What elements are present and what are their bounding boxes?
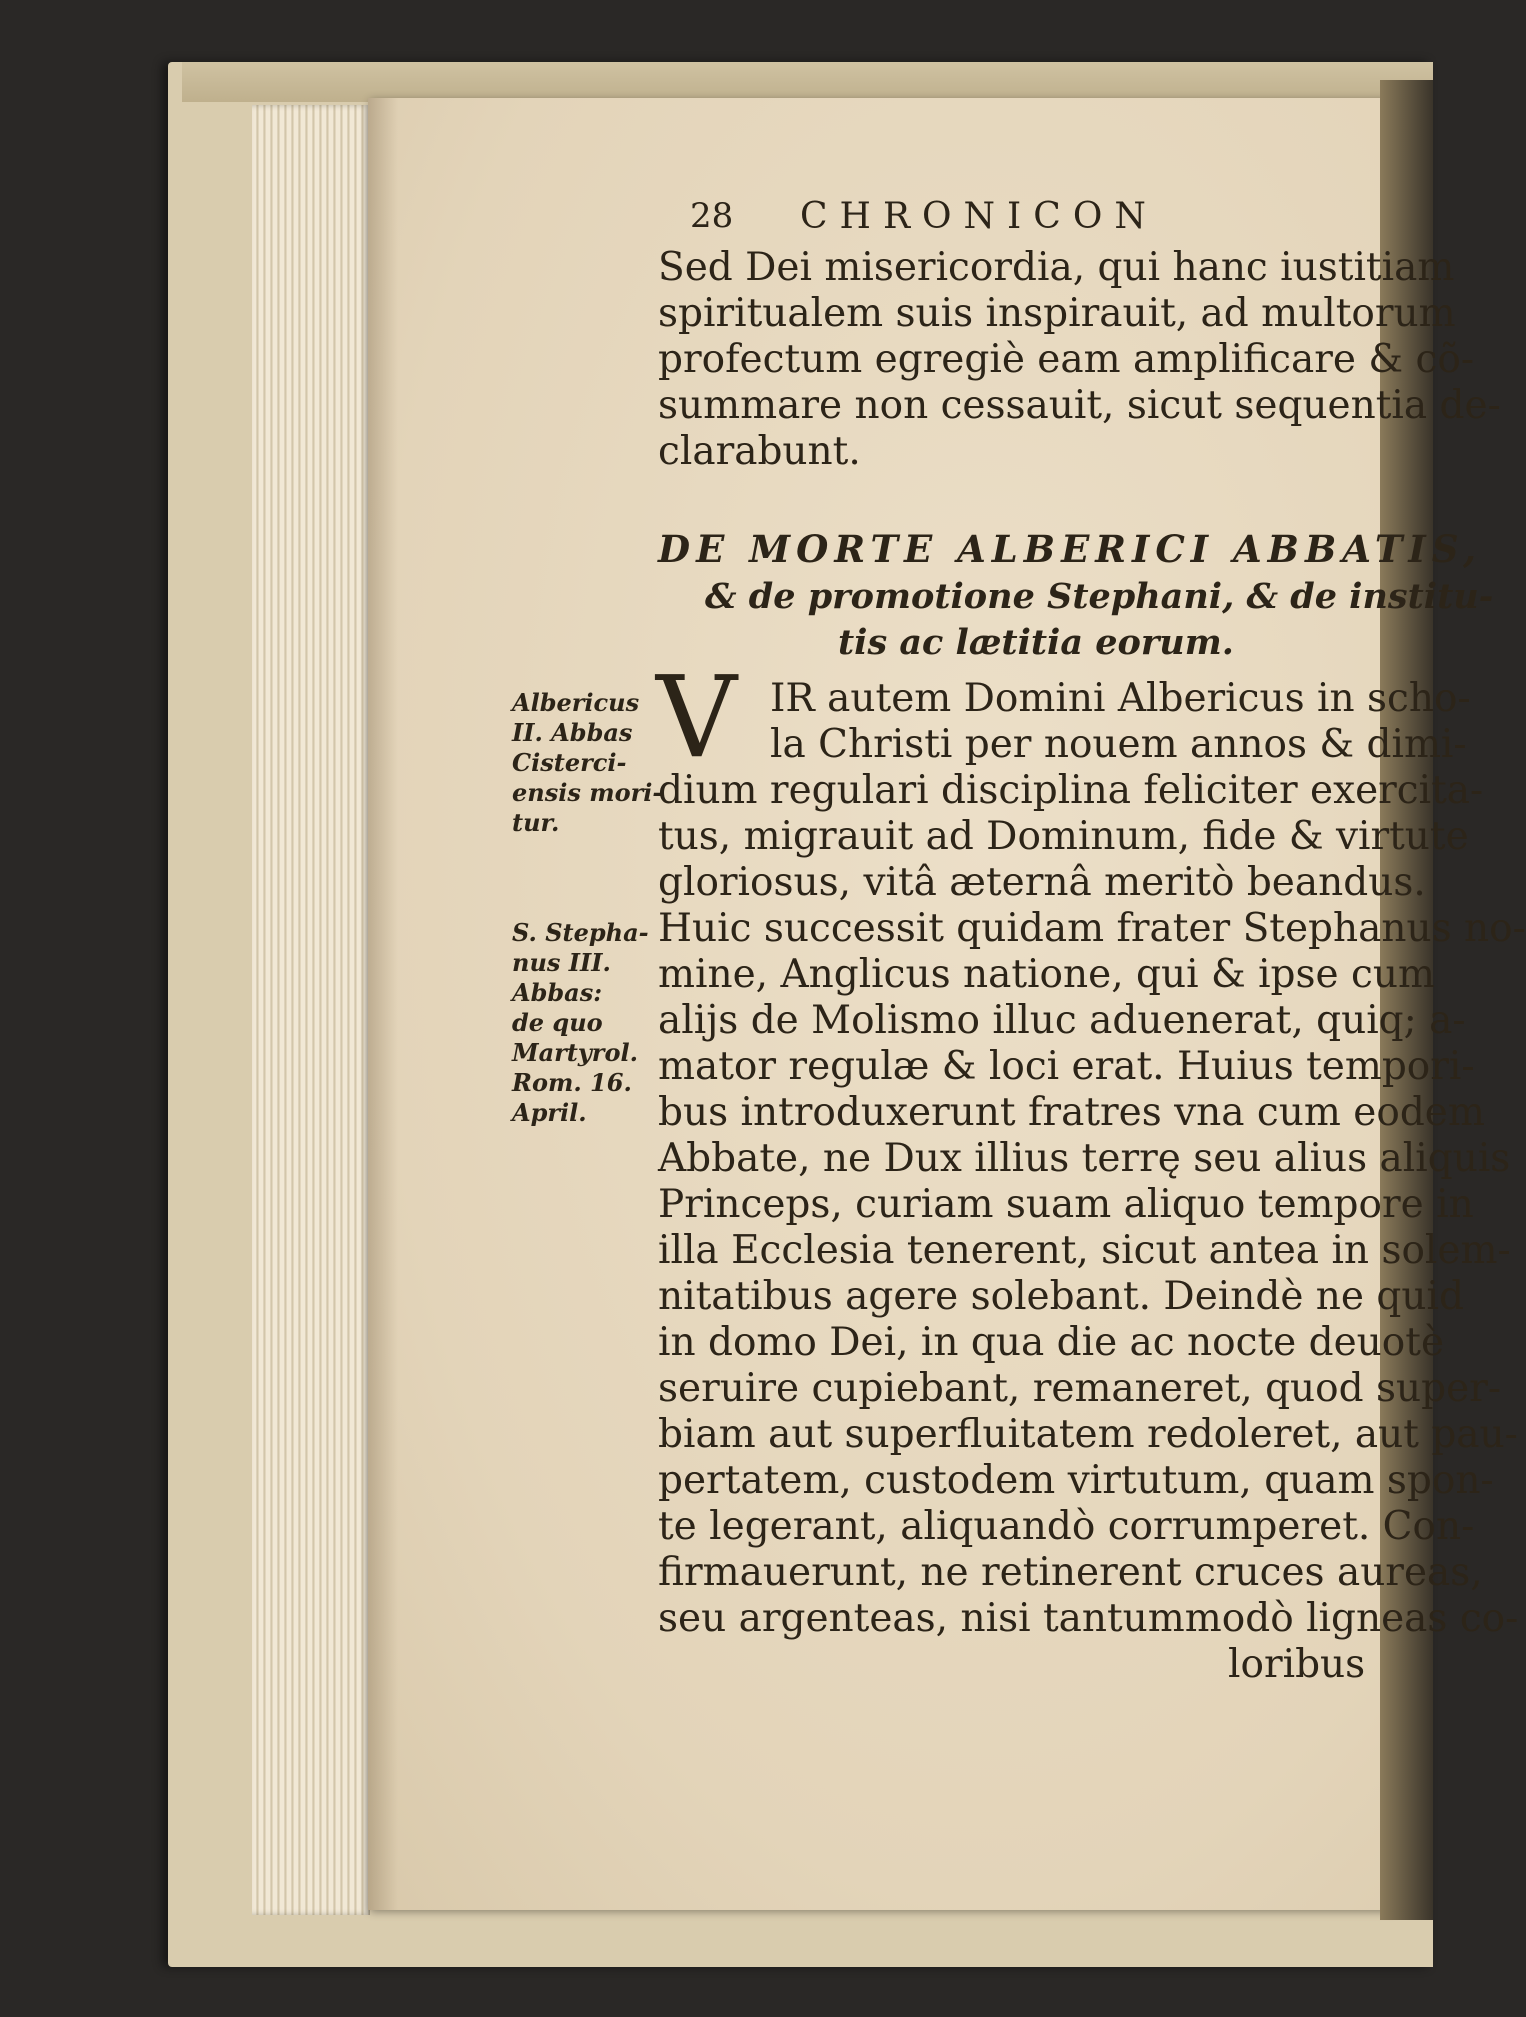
intro-line: Sed Dei misericordia, qui hanc iustitiam	[658, 245, 1455, 290]
intro-line: clarabunt.	[658, 429, 861, 474]
intro-line: spiritualem suis inspirauit, ad multorum	[658, 291, 1456, 336]
body-line: seruire cupiebant, remaneret, quod super-	[658, 1366, 1501, 1411]
body-line: IR autem Domini Albericus in scho-	[770, 676, 1471, 721]
page-gutter-shadow	[368, 98, 398, 1910]
heading-line: tis ac lætitia eorum.	[838, 622, 1234, 663]
body-line: te legerant, aliquandò corrumperet. Con-	[658, 1504, 1475, 1549]
body-line: Princeps, curiam suam aliquo tempore in	[658, 1182, 1474, 1227]
marginal-line: April.	[512, 1098, 587, 1127]
body-line: alijs de Molismo illuc aduenerat, quiq; a-	[658, 998, 1466, 1043]
drop-cap: V	[656, 653, 737, 783]
body-line: bus introduxerunt fratres vna cum eodem	[658, 1090, 1485, 1135]
marginal-line: nus III.	[512, 948, 611, 977]
page-edges	[252, 105, 370, 1915]
marginal-line: Abbas:	[512, 978, 603, 1007]
marginal-line: Albericus	[512, 688, 640, 717]
body-line: mator regulæ & loci erat. Huius tempori-	[658, 1044, 1475, 1089]
marginal-line: Rom. 16.	[512, 1068, 632, 1097]
intro-line: profectum egregiè eam amplificare & cõ-	[658, 337, 1474, 382]
body-line: seu argenteas, nisi tantummodò ligneas co-	[658, 1596, 1519, 1641]
heading-line: DE MORTE ALBERICI ABBATIS,	[658, 527, 1483, 571]
marginal-line: Martyrol.	[512, 1038, 638, 1067]
marginal-line: II. Abbas	[512, 718, 633, 747]
body-line: biam aut superfluitatem redoleret, aut pau-	[658, 1412, 1518, 1457]
heading-line: & de promotione Stephani, & de institu-	[705, 576, 1494, 617]
book-top-edge	[182, 62, 1433, 102]
body-line: dium regulari disciplina feliciter exercita-	[658, 768, 1484, 813]
marginal-line: S. Stepha-	[512, 918, 649, 947]
body-line: nitatibus agere solebant. Deindè ne quid	[658, 1274, 1464, 1319]
marginal-line: ensis mori-	[512, 778, 663, 807]
marginal-line: tur.	[512, 808, 560, 837]
body-line: tus, migrauit ad Dominum, fide & virtute	[658, 814, 1469, 859]
running-title: CHRONICON	[800, 196, 1158, 237]
marginal-line: de quo	[512, 1008, 603, 1037]
body-line: pertatem, custodem virtutum, quam spon-	[658, 1458, 1494, 1503]
body-line: Huic successit quidam frater Stephanus no-	[658, 906, 1526, 951]
body-line: gloriosus, vitâ æternâ meritò beandus.	[658, 860, 1426, 905]
body-line: in domo Dei, in qua die ac nocte deuotè	[658, 1320, 1445, 1365]
body-line: la Christi per nouem annos & dimi-	[770, 722, 1467, 767]
catchword: loribus	[1228, 1642, 1366, 1687]
body-line: firmauerunt, ne retinerent cruces aureas,	[658, 1550, 1483, 1595]
body-line: Abbate, ne Dux illius terrę seu alius aliquis	[658, 1136, 1511, 1181]
page-number: 28	[690, 196, 734, 236]
marginal-line: Cisterci-	[512, 748, 627, 777]
body-line: illa Ecclesia tenerent, sicut antea in solem-	[658, 1228, 1511, 1273]
intro-line: summare non cessauit, sicut sequentia de-	[658, 383, 1501, 428]
body-line: mine, Anglicus natione, qui & ipse cum	[658, 952, 1435, 997]
